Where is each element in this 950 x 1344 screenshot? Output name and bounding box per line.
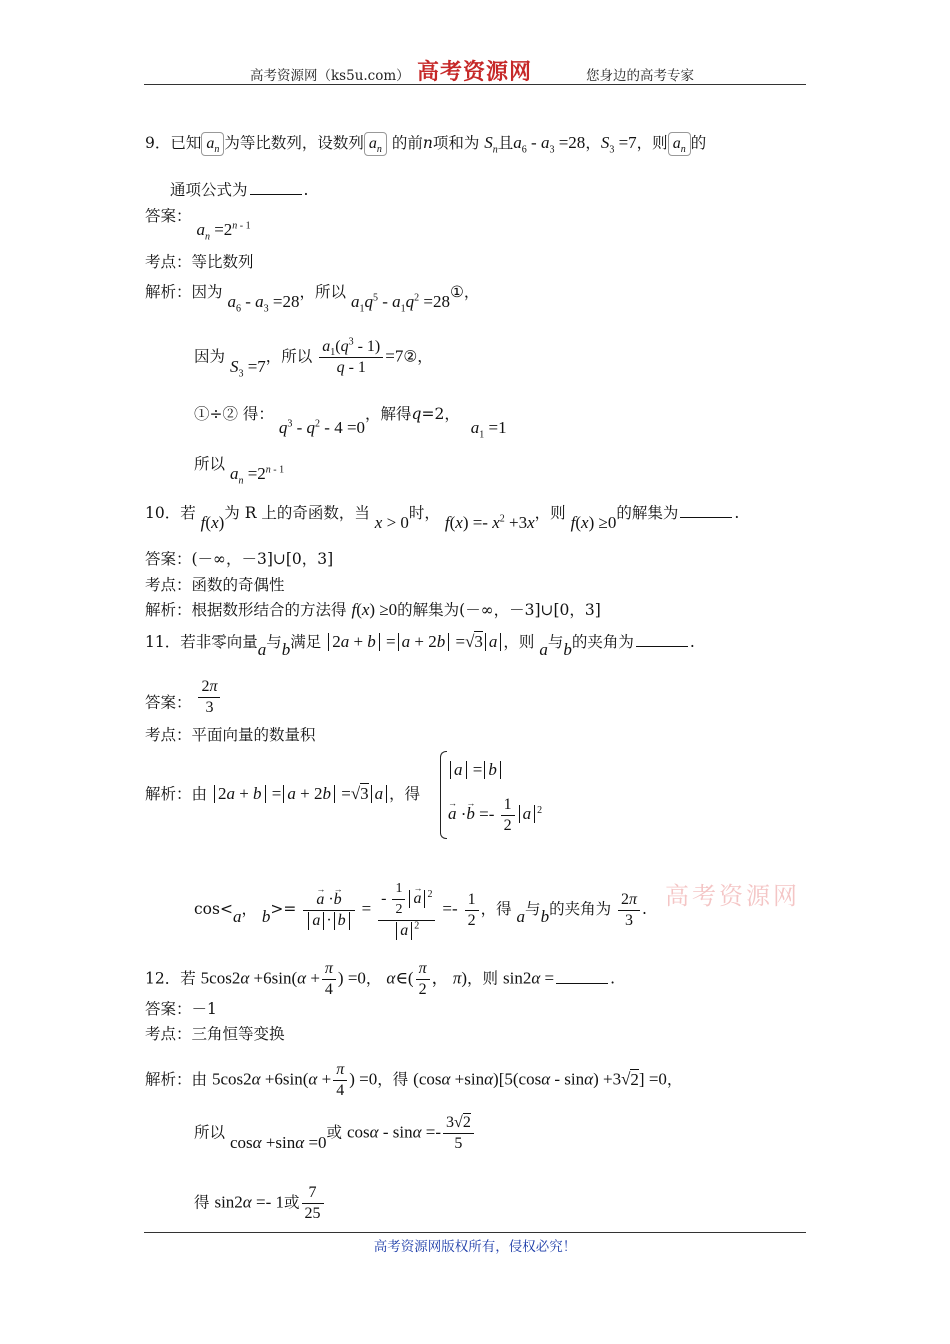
seq-an: $a_n$ xyxy=(201,132,224,156)
q9-solution-1: 解析：因为 $a_6 - a_3 =28$，所以 $a_1q^5 - a_1q^2$ =28①， xyxy=(145,283,480,315)
q12-solution-2: 所以 cosα +sinα =0或 cosα - sinα =- $\frac{3√2}{5}$ xyxy=(194,1114,476,1153)
q12-point: 考点：三角恒等变换 xyxy=(145,1025,285,1043)
footer-rule xyxy=(144,1232,806,1233)
header-left: 高考资源网（ks5u.com） xyxy=(250,68,410,84)
answer-blank xyxy=(250,193,302,195)
footer-text: 高考资源网版权所有，侵权必究！ xyxy=(373,1239,577,1255)
q9-answer: 答案： $a_n =2^{n - 1}$ xyxy=(145,207,251,243)
system-brace xyxy=(440,751,447,839)
watermark: 高考资源网 xyxy=(665,882,800,910)
q10-point: 考点：函数的奇偶性 xyxy=(145,576,285,594)
fraction: $\frac{a_1(q^3 - 1)}{q - 1}$ xyxy=(319,338,383,377)
q10-solution: 解析：根据数形结合的方法得 f(x) ≥0的解集为(－∞，－3]∪[0，3] xyxy=(145,600,601,619)
q11-solution-1: 解析：由 2a + b = a + 2b =√3 a ，得 xyxy=(145,784,421,803)
q11-stem: 11．若非零向量a与b满足 2a + b = a + 2b =√3 a ，则 a与b的夹角为 . xyxy=(145,632,695,659)
site-logo: 高考资源网 xyxy=(417,59,533,85)
q11-solution-2: cos<a， b>= → $\frac{a \cdot\to b}{a \cdot b}$ = - $\frac{1}{2}$ → a $^2$ a $^2$ =- $\frac{1}{2}$ ，得 a与b的夹角为 $\frac{2\pi}{3}$ . xyxy=(194,880,647,940)
q10-stem: 10．若 f(x)为 R 上的奇函数，当 x > 0时， $f(x) =- x^2 +3x$，则 f(x) ≥0的解集为 . xyxy=(145,504,740,532)
q10-answer: 答案：(－∞，－3]∪[0，3] xyxy=(145,550,334,568)
q9-solution-2: 因为 $S_3 =7$，所以 $\frac{a_1(q^3 - 1)}{q - 1}$ =7②， xyxy=(194,336,433,379)
q9-solution-4: 所以 $a_n =2^{n - 1}$ xyxy=(194,455,285,487)
system-eq-2: → a ·→ b =- $\frac{1}{2}$ a $^2$ xyxy=(448,796,542,835)
q9-point: 考点：等比数列 xyxy=(145,253,254,271)
q12-solution-3: 得 sin2α =- 1或 $\frac{7}{25}$ xyxy=(194,1184,326,1223)
q11-answer: 答案： $\frac{2\pi}{3}$ xyxy=(145,684,222,723)
header-rule xyxy=(144,84,806,85)
q12-solution-1: 解析：由 5cos2α +6sin(α + $\frac{\pi}{4}$ ) =0，得 (cosα +sinα)[5(cosα - sinα) +3√2] =0， xyxy=(145,1061,683,1099)
q9-stem-line2: 通项公式为 . xyxy=(170,181,309,199)
q9-solution-3: ①÷② 得： $q^3 - q^2 - 4 =0$，解得q=2， $a_1 =1$ xyxy=(194,405,507,441)
header-right: 您身边的高考专家 xyxy=(586,68,694,84)
q9-stem: 9．已知 $a_n$ 为等比数列，设数列 $a_n$ 的前n项和为 $S_n$且$a_6 - a_3 =28$，$S_3 =7$，则 $a_n$ 的 xyxy=(145,133,707,156)
q12-stem: 12．若 5cos2α +6sin(α + $\frac{\pi}{4}$ ) =0， α∈( $\frac{\pi}{2}$ ， π)，则 sin2α = . xyxy=(145,960,616,998)
system-eq-1: a = b xyxy=(448,760,503,780)
q11-point: 考点：平面向量的数量积 xyxy=(145,726,316,744)
q12-answer: 答案：－1 xyxy=(145,1000,217,1018)
